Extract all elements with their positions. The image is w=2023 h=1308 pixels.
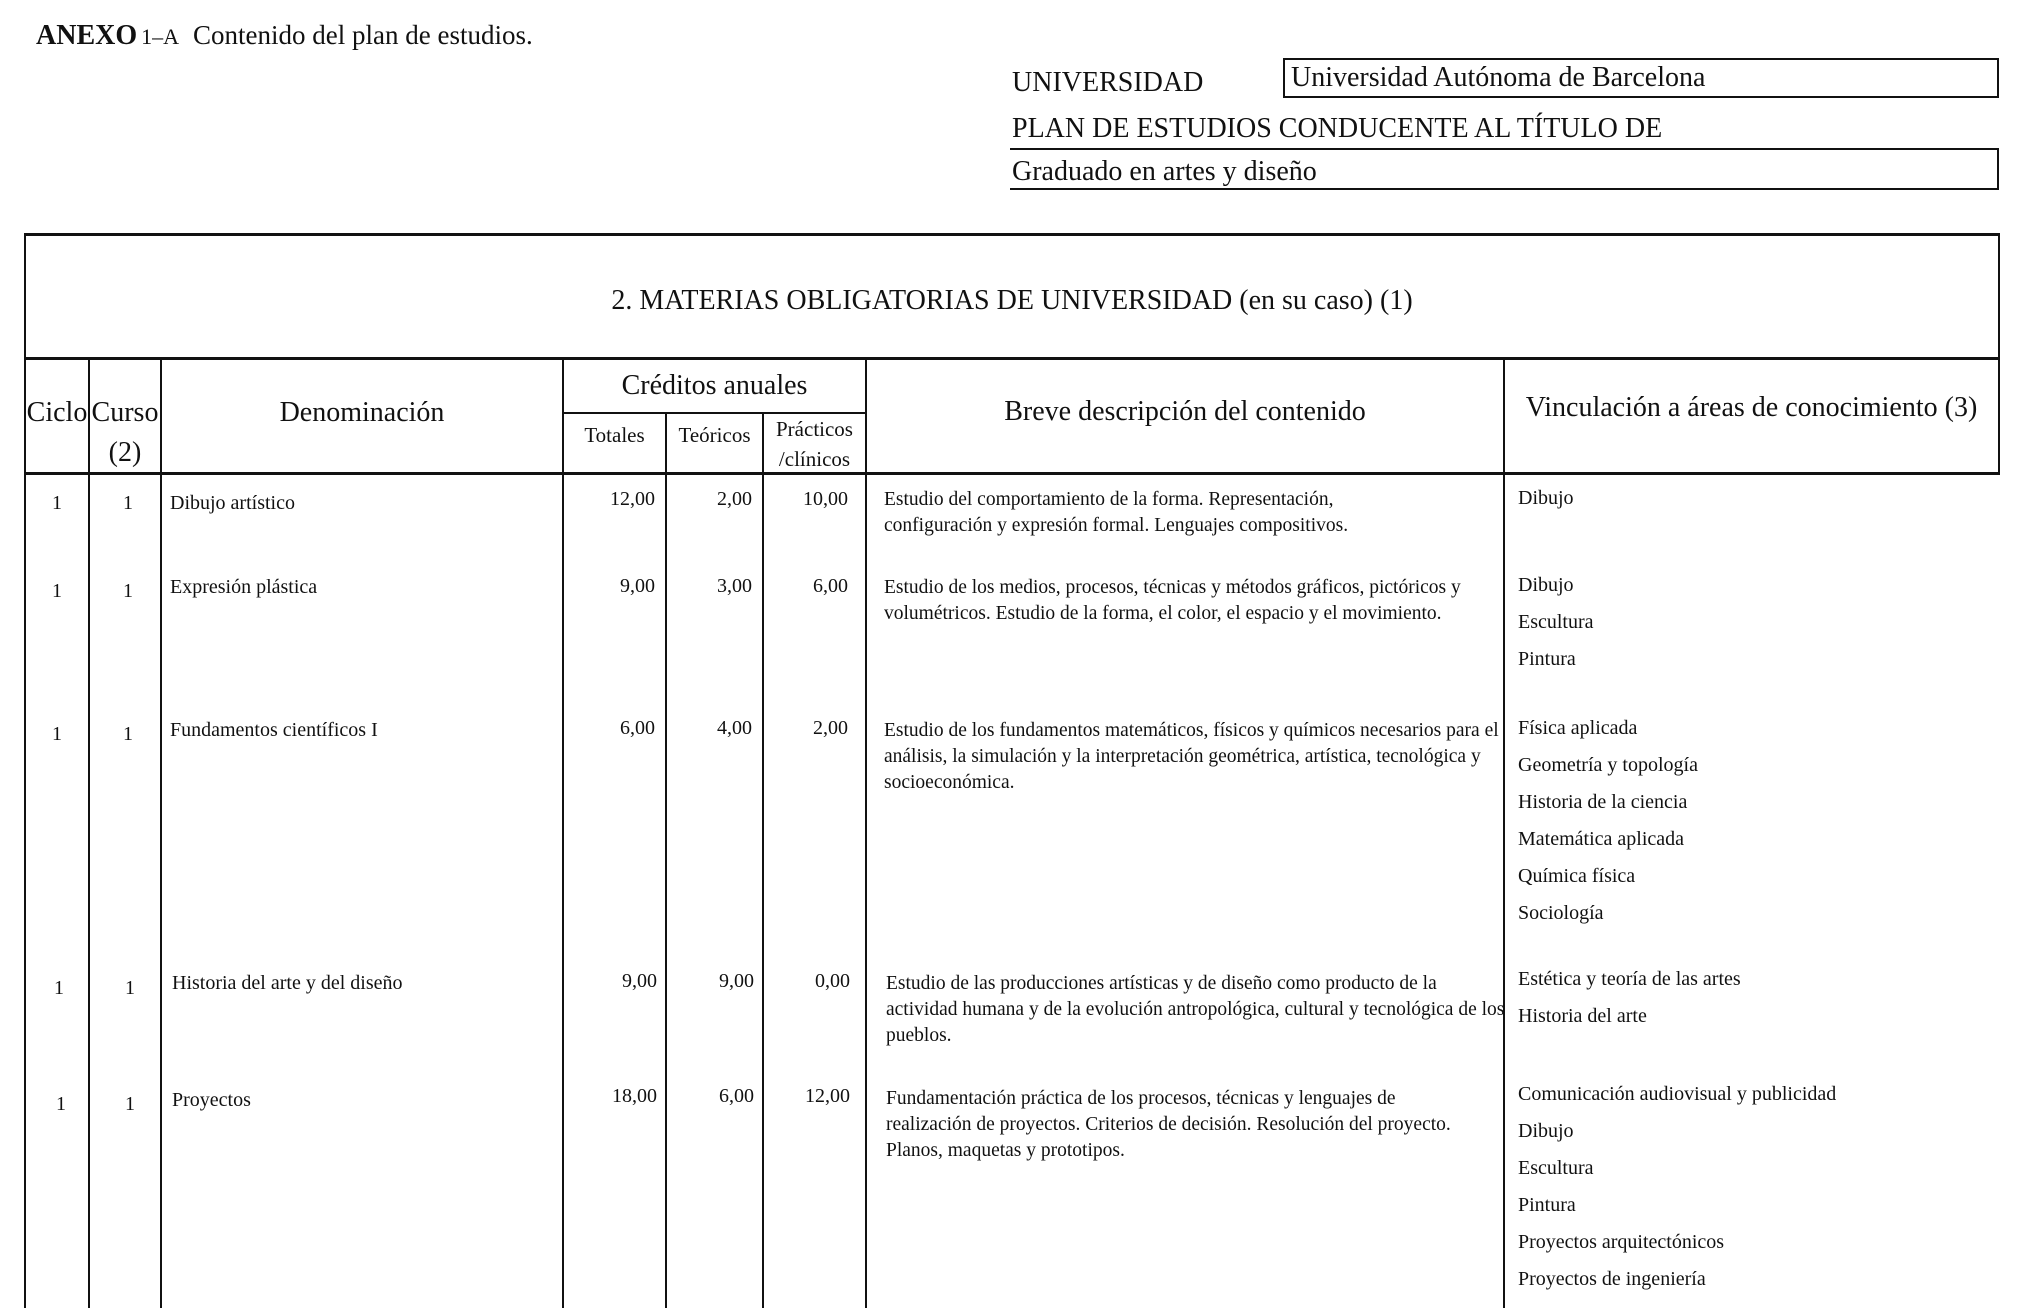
teoricos-cell: 3,00: [717, 575, 752, 597]
anexo-title: Contenido del plan de estudios.: [193, 20, 533, 50]
ciclo-cell: 1: [54, 977, 64, 999]
anexo-label: ANEXO: [36, 20, 138, 51]
curso-cell: 1: [123, 492, 133, 514]
area-item: Química física: [1518, 865, 1636, 887]
anexo-heading: [36, 20, 533, 52]
totales-cell: 18,00: [612, 1085, 657, 1107]
ciclo-cell: 1: [52, 723, 62, 745]
area-item: Estética y teoría de las artes: [1518, 968, 1741, 990]
totales-cell: 12,00: [610, 488, 655, 510]
descripcion-cell: Estudio de los fundamentos matemáticos, físicos y químicos necesarios para el análisis, la simulación y la interpretación geométrica, artística, tecnológica y socioeconómica.: [884, 720, 1499, 793]
area-item: Escultura: [1518, 1157, 1594, 1179]
descripcion-cell: Fundamentación práctica de los procesos, técnicas y lenguajes de realización de proyectos. Criterios de decisión. Resolución del proyecto. Planos, maquetas y prototipos.: [886, 1088, 1451, 1161]
area-item: Geometría y topología: [1518, 754, 1698, 776]
areas-list: [1518, 487, 1574, 524]
ciclo-cell: 1: [56, 1093, 66, 1115]
practicos-cell: 10,00: [803, 488, 848, 510]
descripcion-cell: Estudio del comportamiento de la forma. Representación, configuración y expresión formal. Lenguajes compositivos.: [884, 489, 1349, 536]
col-creditos: Créditos anuales: [621, 370, 808, 401]
area-item: Matemática aplicada: [1518, 828, 1685, 850]
plan-label: PLAN DE ESTUDIOS CONDUCENTE AL TÍTULO DE: [1012, 113, 1663, 144]
titulo-field: [1010, 148, 1999, 190]
denominacion-cell: Proyectos: [172, 1089, 251, 1111]
col-clinicos: /clínicos: [778, 447, 851, 471]
practicos-cell: 0,00: [815, 970, 850, 992]
anexo-number: 1–A: [141, 24, 180, 49]
areas-list: [1518, 968, 1741, 1042]
denominacion-cell: Fundamentos científicos I: [170, 719, 378, 741]
totales-cell: 9,00: [622, 970, 657, 992]
areas-list: [1518, 574, 1594, 685]
area-item: Física aplicada: [1518, 717, 1638, 739]
area-item: Escultura: [1518, 611, 1594, 633]
col-curso-note: (2): [108, 437, 142, 468]
denominacion-cell: Historia del arte y del diseño: [172, 972, 403, 994]
area-item: Historia de la ciencia: [1518, 791, 1688, 813]
area-item: Comunicación audiovisual y publicidad: [1518, 1083, 1837, 1105]
universidad-label: UNIVERSIDAD: [1012, 67, 1204, 98]
totales-cell: 6,00: [620, 717, 655, 739]
teoricos-cell: 9,00: [719, 970, 754, 992]
col-vinculacion: Vinculación a áreas de conocimiento (3): [1525, 392, 1978, 423]
areas-list: [1518, 1083, 1836, 1305]
col-teoricos: Teóricos: [678, 423, 751, 447]
section-title: 2. MATERIAS OBLIGATORIAS DE UNIVERSIDAD (en su caso) (1): [611, 285, 1413, 316]
area-item: Dibujo: [1518, 487, 1574, 509]
area-item: Historia del arte: [1518, 1005, 1647, 1027]
denominacion-cell: Dibujo artístico: [170, 492, 295, 514]
teoricos-cell: 2,00: [717, 488, 752, 510]
curso-cell: 1: [125, 1093, 135, 1115]
teoricos-cell: 4,00: [717, 717, 752, 739]
areas-list: [1518, 717, 1698, 939]
col-totales: Totales: [584, 423, 645, 447]
col-practicos: Prácticos: [776, 417, 853, 441]
descripcion-cell: Estudio de las producciones artísticas y de diseño como producto de la actividad humana y de la evolución antropológica, cultural y tecnológica de los pueblos.: [886, 973, 1505, 1046]
ciclo-cell: 1: [52, 580, 62, 602]
area-item: Dibujo: [1518, 1120, 1574, 1142]
titulo-value: Graduado en artes y diseño: [1012, 156, 1317, 187]
practicos-cell: 6,00: [813, 575, 848, 597]
curso-cell: 1: [125, 977, 135, 999]
area-item: Proyectos de ingeniería: [1518, 1268, 1706, 1290]
area-item: Proyectos arquitectónicos: [1518, 1231, 1725, 1253]
area-item: Dibujo: [1518, 574, 1574, 596]
totales-cell: 9,00: [620, 575, 655, 597]
col-denominacion: Denominación: [279, 397, 445, 428]
teoricos-cell: 6,00: [719, 1085, 754, 1107]
descripcion-cell: Estudio de los medios, procesos, técnicas y métodos gráficos, pictóricos y volumétricos. Estudio de la forma, el color, el espacio y el movimiento.: [884, 577, 1461, 624]
universidad-field: Universidad Autónoma de Barcelona: [1283, 58, 1999, 98]
area-item: Sociología: [1518, 902, 1604, 924]
col-descripcion: Breve descripción del contenido: [1004, 396, 1366, 427]
curso-cell: 1: [123, 580, 133, 602]
denominacion-cell: Expresión plástica: [170, 576, 318, 598]
practicos-cell: 2,00: [813, 717, 848, 739]
area-item: Pintura: [1518, 648, 1576, 670]
area-item: Pintura: [1518, 1194, 1576, 1216]
ciclo-cell: 1: [52, 492, 62, 514]
curso-cell: 1: [123, 723, 133, 745]
practicos-cell: 12,00: [805, 1085, 850, 1107]
col-ciclo: Ciclo: [26, 397, 88, 428]
col-curso: Curso: [91, 397, 159, 428]
